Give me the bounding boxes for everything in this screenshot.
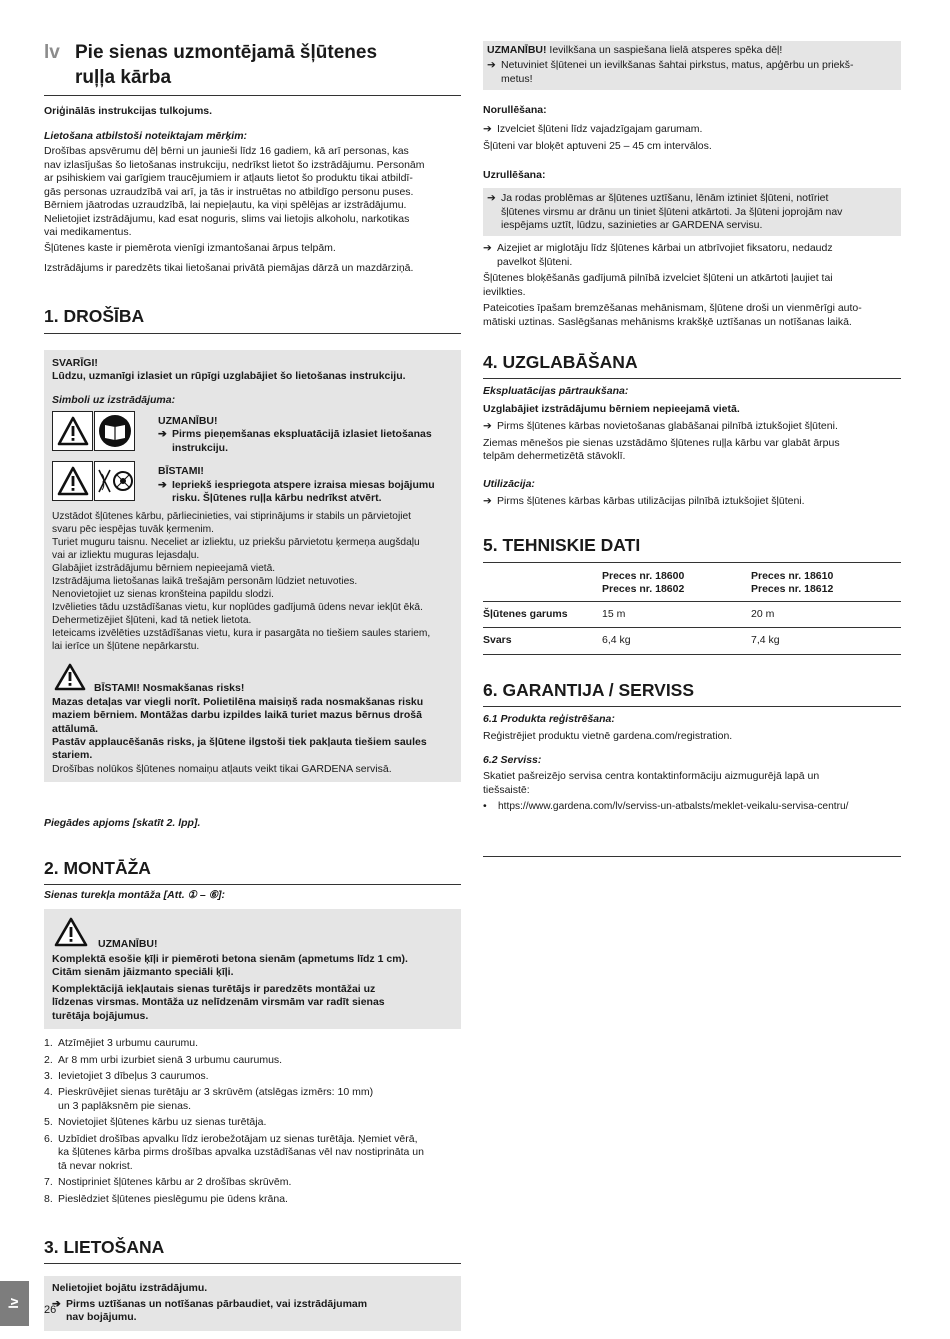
text-line: Izvēlieties tādu uzstādīšanas vietu, kur noplūdes gadījumā ūdens nevar iekļūt ēkā.	[52, 602, 423, 613]
table-header-row	[483, 567, 901, 601]
assembly-caution-box	[44, 909, 461, 1030]
read-manual-icon	[94, 411, 135, 451]
text-line: Ziemas mēnešos pie sienas uzstādāmo šļūtenes ruļļa kārbu var glabāt ārpus	[483, 436, 840, 449]
warning-triangle-icon	[52, 461, 93, 501]
section-heading-usage: 3. LIETOŠANA	[44, 1236, 461, 1264]
technical-data-table	[483, 567, 901, 655]
rollup-problem-instruction	[487, 192, 893, 232]
assembly-subheading: Sienas turekļa montāža [Att. ① – ⑥]:	[44, 889, 226, 902]
text-line: Drošības apsvērumu dēļ bērni un jaunieši līdz 16 gadiem, kā arī personas, kas	[44, 145, 409, 158]
section-heading-storage: 4. UZGLABĀŠANA	[483, 351, 901, 379]
damage-title: Nelietojiet bojātu izstrādājumu.	[52, 1282, 208, 1295]
text-line: Pateicoties īpašam bremzēšanas mehānismam, šļūtene droši un vienmērīgi auto-	[483, 302, 862, 315]
list-item	[44, 1193, 461, 1206]
step-number: 1.	[44, 1037, 53, 1050]
registration-text: Reģistrējiet produktu vietnē gardena.com/registration.	[483, 730, 733, 743]
text-line: risku. Šļūtenes ruļļa kārbu nedrīkst atvērt.	[172, 492, 382, 505]
text-line: Ja rodas problēmas ar šļūtenes uztīšanu, lēnām iztiniet šļūteni, notīriet	[501, 192, 829, 205]
text-line: Izstrādājuma lietošanas laikā trešajām personām lūdziet netuvoties.	[52, 575, 358, 587]
rollup-brake-note	[483, 302, 901, 329]
step-text: Pieskrūvējiet sienas turētāju ar 3 skrūvēm (atslēgas izmērs: 10 mm)	[58, 1086, 374, 1099]
text-line: turētāja bojājumus.	[52, 1009, 149, 1022]
step-text: Ievietojiet 3 dībeļus 3 caurumos.	[58, 1070, 209, 1083]
text-line: tiešsaistē:	[483, 783, 530, 796]
step-number: 8.	[44, 1192, 53, 1205]
do-not-open-icon	[94, 461, 135, 501]
warning-triangle-icon	[54, 663, 94, 695]
symbol-caution-title: UZMANĪBU!	[158, 415, 218, 428]
text-line: stariem.	[52, 749, 93, 762]
table-cell: 15 m	[602, 607, 626, 620]
registration-heading: 6.1 Produkta reģistrēšana:	[483, 712, 615, 725]
text-line: Preces nr. 18600	[602, 569, 685, 582]
disposal-heading: Utilizācija:	[483, 477, 535, 490]
intended-use-text	[44, 145, 461, 239]
text-line: Citām sienām jāizmanto speciāli ķīļi.	[52, 966, 234, 979]
step-text: Nostipriniet šļūtenes kārbu ar 2 drošības skrūvēm.	[58, 1176, 292, 1189]
storage-bold-note: Uzglabājiet izstrādājumu bērniem nepieejamā vietā.	[483, 402, 740, 415]
danger-title: BĪSTAMI! Nosmakšanas risks!	[94, 682, 245, 695]
text-line: instrukciju.	[172, 441, 229, 454]
disposal-step	[483, 495, 901, 508]
step-number: 7.	[44, 1176, 53, 1189]
decommission-heading: Ekspluatācijas pārtraukšana:	[483, 385, 629, 398]
usage-damage-box	[44, 1276, 461, 1330]
arrow-icon: ➔	[483, 495, 492, 508]
safety-box	[44, 350, 461, 783]
text-line: attālumā.	[52, 722, 99, 735]
text-line: lai ierīce un šļūtene nepārkarstu.	[52, 641, 200, 653]
step-number: 2.	[44, 1053, 53, 1066]
unroll-heading: Norullēšana:	[483, 104, 547, 117]
unroll-step	[483, 123, 901, 136]
rollup-block-note	[483, 272, 901, 299]
service-text	[483, 770, 901, 797]
assembly-steps	[44, 1037, 461, 1206]
section-end-divider	[483, 856, 901, 857]
list-item	[44, 1176, 461, 1189]
original-translation-note: Oriģinālās instrukcijas tulkojums.	[44, 104, 213, 117]
text-line: Preces nr. 18602	[602, 583, 685, 596]
flat-surface-note	[52, 983, 453, 1023]
arrow-icon: ➔	[483, 122, 492, 135]
service-heading: 6.2 Serviss:	[483, 753, 542, 766]
step-number: 5.	[44, 1116, 53, 1129]
list-item	[44, 1116, 461, 1129]
symbol-danger-instruction	[158, 479, 435, 506]
pinch-caution-title	[487, 44, 893, 57]
storage-step	[483, 420, 901, 433]
arrow-icon: ➔	[487, 192, 496, 205]
step-number: 4.	[44, 1086, 53, 1099]
section-heading-safety: 1. DROŠĪBA	[44, 305, 461, 333]
section-heading-technical-data: 5. TEHNISKIE DATI	[483, 534, 901, 562]
language-code: lv	[44, 42, 60, 63]
step-text: Pirms šļūtenes kārbas novietošanas glabāšanai pilnībā iztukšojiet šļūteni.	[497, 420, 838, 433]
scald-warning-text	[52, 736, 453, 763]
warning-triangle-icon	[52, 411, 93, 451]
text-line: Uzstādot šļūtenes kārbu, pārliecinieties, vai stiprinājums ir stabils un pārvietojiet	[52, 510, 411, 522]
text-line: gās personas uzraudzībā vai arī, ja tās ir instruētas no atbildīgo personu puses.	[44, 185, 414, 198]
text-line: līdzenas virsmas. Montāža uz nelīdzenām virsmām var radīt sienas	[52, 996, 385, 1009]
text-line: Preces nr. 18612	[751, 583, 834, 596]
text-line: Pirms pieņemšanas ekspluatācijā izlasiet lietošanas	[172, 428, 432, 441]
arrow-icon: ➔	[487, 59, 496, 72]
text-line: maziem bērniem. Montāžas darbu izpildes laikā turiet mazus bērnus drošā	[52, 709, 422, 722]
title-line: ruļļa kārba	[75, 67, 172, 89]
text-line: nav bojājumu.	[66, 1311, 137, 1324]
delivery-scope: Piegādes apjoms [skatīt 2. lpp].	[44, 817, 201, 830]
text-line: telpām dehermetizētā stāvoklī.	[483, 450, 626, 463]
text-line: iespējams uztīt, lūdzu, sazinieties ar GARDENA servisu.	[501, 218, 763, 231]
text-line: metus!	[501, 72, 533, 85]
bullet: •	[483, 800, 487, 813]
symbol-row-read-manual	[52, 411, 453, 455]
step-text: Uzbīdiet drošības apvalku līdz ierobežotājam uz sienas turētāja. Ņemiet vērā,	[58, 1132, 418, 1145]
step-number: 3.	[44, 1070, 53, 1083]
text-line: Nelietojiet izstrādājumu, kad esat noguris, slims vai lietojis alkoholu, narkotikas	[44, 212, 410, 225]
private-use-note: Izstrādājums ir paredzēts tikai lietošanai privātā piemājas dārzā un mazdārziņā.	[44, 261, 414, 274]
symbols-heading: Simboli uz izstrādājuma:	[52, 393, 176, 406]
text-line: Turiet muguru taisnu. Neceliet ar izliektu, uz priekšu pārvietotu ķermeņa augšdaļu	[52, 536, 420, 548]
suffocation-warning-text	[52, 696, 453, 736]
language-side-tab	[0, 1281, 29, 1326]
damage-instruction	[52, 1298, 453, 1325]
intended-use-heading: Lietošana atbilstoši noteiktajam mērķim:	[44, 129, 248, 142]
text-line: Komplektācijā iekļautais sienas turētājs ir paredzēts montāžai uz	[52, 982, 376, 995]
list-item	[44, 1133, 461, 1173]
text-line: Netuviniet šļūtenei un ievilkšanas šahtai pirkstus, matus, apģērbu un priekš-	[501, 59, 854, 72]
arrow-icon: ➔	[158, 478, 167, 491]
safety-instructions-list	[52, 510, 453, 654]
list-item	[44, 1070, 461, 1083]
text-line: Bērniem jāatrodas uzraudzībā, lai nepieļautu, ka viņi spēlējas ar izstrādājumu.	[44, 199, 407, 212]
arrow-icon: ➔	[483, 420, 492, 433]
important-text: Lūdzu, uzmanīgi izlasiet un rūpīgi uzglabājiet šo lietošanas instrukciju.	[52, 370, 406, 383]
text-line: Mazas detaļas var viegli norīt. Polietilēna maisiņš rada nosmakšanas risku	[52, 695, 424, 708]
anchor-note	[52, 953, 453, 980]
symbol-caution-instruction	[158, 428, 432, 455]
list-item	[44, 1086, 461, 1113]
arrow-icon: ➔	[158, 428, 167, 441]
caution-text: Ievilkšana un saspiešana lielā atsperes spēka dēļ!	[546, 44, 783, 56]
text-line: Pastāv applaucēšanās risks, ja šļūtene ilgstoši tiek pakļauta tiešiem saules	[52, 735, 427, 748]
text-line: ar psihiskiem vai garīgiem traucējumiem ir atļauts lietot šo produktu tikai atbildī-	[44, 172, 413, 185]
text-line: vai ar izliektu muguras lejasdaļu.	[52, 549, 200, 561]
list-item	[44, 1054, 461, 1067]
important-label: SVARĪGI!	[52, 356, 98, 369]
pinch-instruction	[487, 59, 893, 86]
step-text: Atzīmējiet 3 urbumu caurumu.	[58, 1037, 199, 1050]
service-note: Drošības nolūkos šļūtenes nomaiņu atļauts veikt tikai GARDENA servisā.	[52, 762, 392, 775]
suffocation-warning-title	[52, 663, 453, 695]
text-line: nav izlasījušas šo lietošanas instrukciju, nedrīkst lietot šo izstrādājumu. Personām	[44, 158, 425, 171]
step-text: Novietojiet šļūtenes kārbu uz sienas turētāja.	[58, 1116, 267, 1129]
step-text: Ar 8 mm urbi izurbiet sienā 3 urbumu caurumus.	[58, 1053, 283, 1066]
text-line: Komplektā esošie ķīļi ir piemēroti betona sienām (apmetums līdz 1 cm).	[52, 952, 408, 965]
pinch-caution-box	[483, 41, 901, 90]
text-line: pavelkot šļūteni.	[497, 255, 573, 268]
section-heading-assembly: 2. MONTĀŽA	[44, 857, 461, 885]
table-header-cell	[751, 567, 901, 601]
arrow-icon: ➔	[52, 1297, 61, 1310]
text-line: Aizejiet ar miglotāju līdz šļūtenes kārbai un atbrīvojiet fiksatoru, nedaudz	[497, 242, 833, 255]
text-line: Šļūtenes bloķēšanās gadījumā pilnībā izvelciet šļūteni un atkārtoti ļaujiet tai	[483, 272, 833, 285]
step-text: un 3 paplāksnēm pie sienas.	[58, 1099, 192, 1112]
text-line: Glabājiet izstrādājumu bērniem nepieejamā vietā.	[52, 562, 276, 574]
right-column	[483, 41, 901, 857]
warning-triangle-icon	[54, 917, 98, 951]
title-line: Pie sienas uzmontējamā šļūtenes	[75, 42, 378, 63]
text-line: Dehermetizējiet šļūteni, kad tā netiek lietota.	[52, 615, 252, 627]
table-header-cell	[602, 567, 751, 601]
step-text: tā nevar nokrist.	[58, 1159, 133, 1172]
text-line: Nenovietojiet uz sienas kronšteina papildu slodzi.	[52, 588, 274, 600]
text-line: Ieteicams izvēlēties uzstādīšanas vietu, kura ir pasargāta no tiešiem saules stariem,	[52, 628, 431, 640]
text-line: Iepriekš iespriegota atspere izraisa miesas bojājumu	[172, 478, 435, 491]
table-cell: Šļūtenes garums	[483, 607, 568, 620]
page-number: 26	[44, 1304, 57, 1316]
arrow-icon: ➔	[483, 242, 492, 255]
page-title	[44, 40, 461, 96]
side-tab-label: lv	[6, 1298, 22, 1309]
caution-label: UZMANĪBU!	[487, 44, 547, 56]
text-line: vai medikamentus.	[44, 226, 132, 239]
assembly-caution-title	[52, 917, 453, 951]
text-line: Skatiet pašreizējo servisa centra kontaktinformāciju aizmugurējā lapā un	[483, 770, 820, 783]
unroll-note: Šļūteni var bloķēt aptuveni 25 – 45 cm intervālos.	[483, 140, 712, 153]
rollup-heading: Uzrullēšana:	[483, 168, 546, 181]
table-cell: 20 m	[751, 607, 775, 620]
table-cell: 7,4 kg	[751, 634, 780, 647]
step-number: 6.	[44, 1132, 53, 1145]
table-row	[483, 601, 901, 627]
text-line: Preces nr. 18610	[751, 569, 834, 582]
text-line: svaru pēc iespējas tuvāk ķermenim.	[52, 523, 214, 535]
text-line: Pirms uztīšanas un notīšanas pārbaudiet, vai izstrādājumam	[66, 1297, 368, 1310]
rollup-step	[483, 242, 901, 269]
table-cell	[483, 567, 602, 601]
step-text: ka šļūtenes kārba pirms drošības apvalka uzstādīšanas vēl nav nostiprināta un	[58, 1146, 424, 1159]
table-row	[483, 628, 901, 654]
text-line: mātiski uztinas. Saslēgšanas mehānisms krakšķē uztīšanas un notīšanas laikā.	[483, 315, 852, 328]
outdoor-use-note: Šļūtenes kaste ir piemērota vienīgi izmantošanai ārpus telpām.	[44, 242, 336, 255]
service-link[interactable]: https://www.gardena.com/lv/serviss-un-atbalsts/meklet-veikalu-servisa-centru/	[498, 801, 849, 813]
left-column	[44, 40, 461, 1331]
symbol-danger-title: BĪSTAMI!	[158, 465, 204, 478]
text-line: ievilkties.	[483, 285, 526, 298]
winter-storage-note	[483, 437, 901, 464]
step-text: Pirms šļūtenes kārbas kārbas utilizācijas pilnībā iztukšojiet šļūteni.	[497, 495, 805, 508]
step-text: Izvelciet šļūteni līdz vajadzīgajam garumam.	[497, 122, 703, 135]
list-item	[44, 1037, 461, 1050]
table-cell: Svars	[483, 634, 512, 647]
service-link-item	[483, 800, 901, 813]
text-line: šļūtenes virsmu ar drānu un tiniet šļūteni atkārtoti. Ja šļūteni joprojām nav	[501, 205, 843, 218]
rollup-problem-box	[483, 188, 901, 236]
step-text: Pieslēdziet šļūtenes pieslēgumu pie ūdens krāna.	[58, 1192, 288, 1205]
section-heading-warranty: 6. GARANTIJA / SERVISS	[483, 679, 901, 707]
table-cell: 6,4 kg	[602, 634, 631, 647]
caution-label: UZMANĪBU!	[98, 937, 158, 950]
symbol-row-spring-danger	[52, 461, 453, 505]
